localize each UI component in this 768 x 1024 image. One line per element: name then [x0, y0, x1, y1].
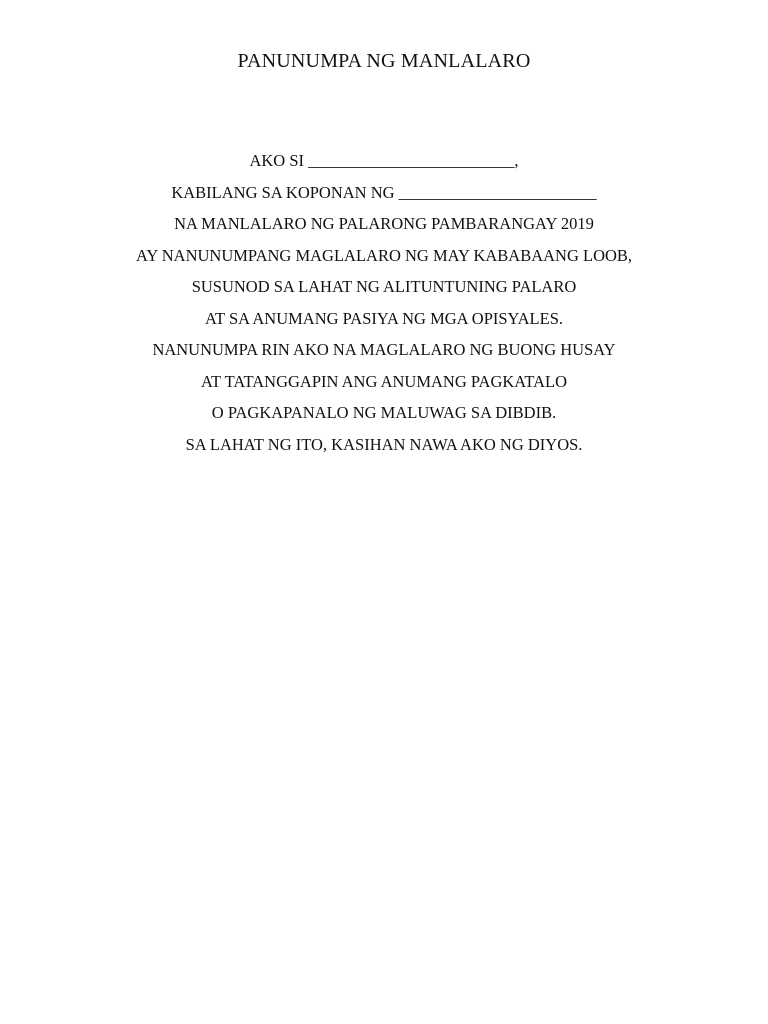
oath-line: O PAGKAPANALO NG MALUWAG SA DIBDIB.: [211, 403, 557, 422]
oath-line: AY NANUNUMPANG MAGLALARO NG MAY KABABAANG LOOB,: [135, 245, 633, 265]
document-title: PANUNUMPA NG MANLALARO: [237, 50, 531, 72]
oath-line: AT SA ANUMANG PASIYA NG MGA OPISYALES.: [204, 308, 564, 328]
oath-text: [0, 148, 768, 463]
oath-line-team: KABILANG SA KOPONAN NG ________________________: [171, 182, 597, 202]
oath-line: NANUNUMPA RIN AKO NA MAGLALARO NG BUONG HUSAY: [152, 340, 616, 359]
oath-line: AT TATANGGAPIN ANG ANUMANG PAGKATALO: [200, 371, 568, 391]
oath-line: SUSUNOD SA LAHAT NG ALITUNTUNING PALARO: [191, 277, 577, 296]
oath-line-name: AKO SI _________________________,: [249, 151, 519, 170]
oath-line: SA LAHAT NG ITO, KASIHAN NAWA AKO NG DIYOS.: [185, 434, 583, 454]
oath-line: NA MANLALARO NG PALARONG PAMBARANGAY 2019: [174, 214, 594, 233]
